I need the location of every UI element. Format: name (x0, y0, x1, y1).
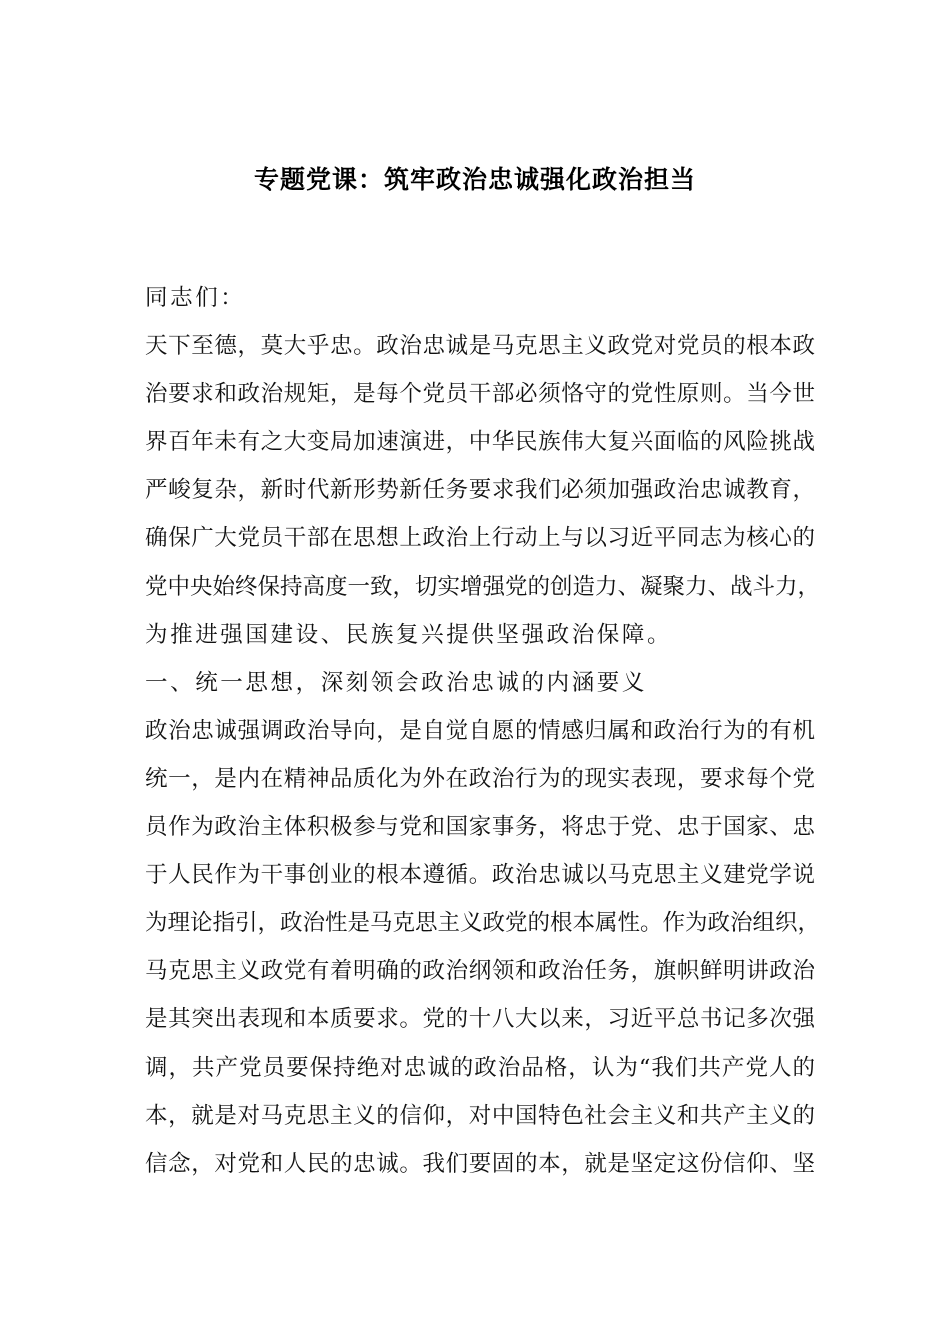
paragraph-line: 为理论指引，政治性是马克思主义政党的根本属性。作为政治组织， (145, 910, 821, 937)
paragraph-line: 调，共产党员要保持绝对忠诚的政治品格，认为“我们共产党人的 (145, 1054, 815, 1081)
paragraph-line: 马克思主义政党有着明确的政治纲领和政治任务，旗帜鲜明讲政治 (145, 958, 815, 985)
paragraph-line: 是其突出表现和本质要求。党的十八大以来，习近平总书记多次强 (145, 1006, 815, 1033)
paragraph-line: 天下至德，莫大乎忠。政治忠诚是马克思主义政党对党员的根本政 (145, 333, 815, 360)
paragraph-line: 党中央始终保持高度一致，切实增强党的创造力、凝聚力、战斗力， (145, 573, 821, 600)
section-heading: 一、统一思想，深刻领会政治忠诚的内涵要义 (145, 669, 648, 696)
paragraph-line: 员作为政治主体积极参与党和国家事务，将忠于党、忠于国家、忠 (145, 814, 815, 841)
document-body (145, 274, 821, 1188)
paragraph-line: 统一，是内在精神品质化为外在政治行为的现实表现，要求每个党 (145, 765, 815, 792)
paragraph-line: 信念，对党和人民的忠诚。我们要固的本，就是坚定这份信仰、坚 (145, 1150, 815, 1177)
paragraph-line: 界百年未有之大变局加速演进，中华民族伟大复兴面临的风险挑战 (145, 429, 815, 456)
paragraph-line: 治要求和政治规矩，是每个党员干部必须恪守的党性原则。当今世 (145, 381, 815, 408)
paragraph-line: 于人民作为干事创业的根本遵循。政治忠诚以马克思主义建党学说 (145, 862, 815, 889)
paragraph-line: 本，就是对马克思主义的信仰，对中国特色社会主义和共产主义的 (145, 1102, 815, 1129)
salutation-line: 同志们： (145, 285, 246, 311)
paragraph-line: 确保广大党员干部在思想上政治上行动上与以习近平同志为核心的 (145, 525, 815, 552)
paragraph-line: 严峻复杂，新时代新形势新任务要求我们必须加强政治忠诚教育， (145, 477, 815, 504)
paragraph-line: 为推进强国建设、民族复兴提供坚强政治保障。 (145, 621, 673, 648)
document-title: 专题党课：筑牢政治忠诚强化政治担当 (253, 165, 696, 194)
paragraph-line: 政治忠诚强调政治导向，是自觉自愿的情感归属和政治行为的有机 (145, 717, 815, 744)
